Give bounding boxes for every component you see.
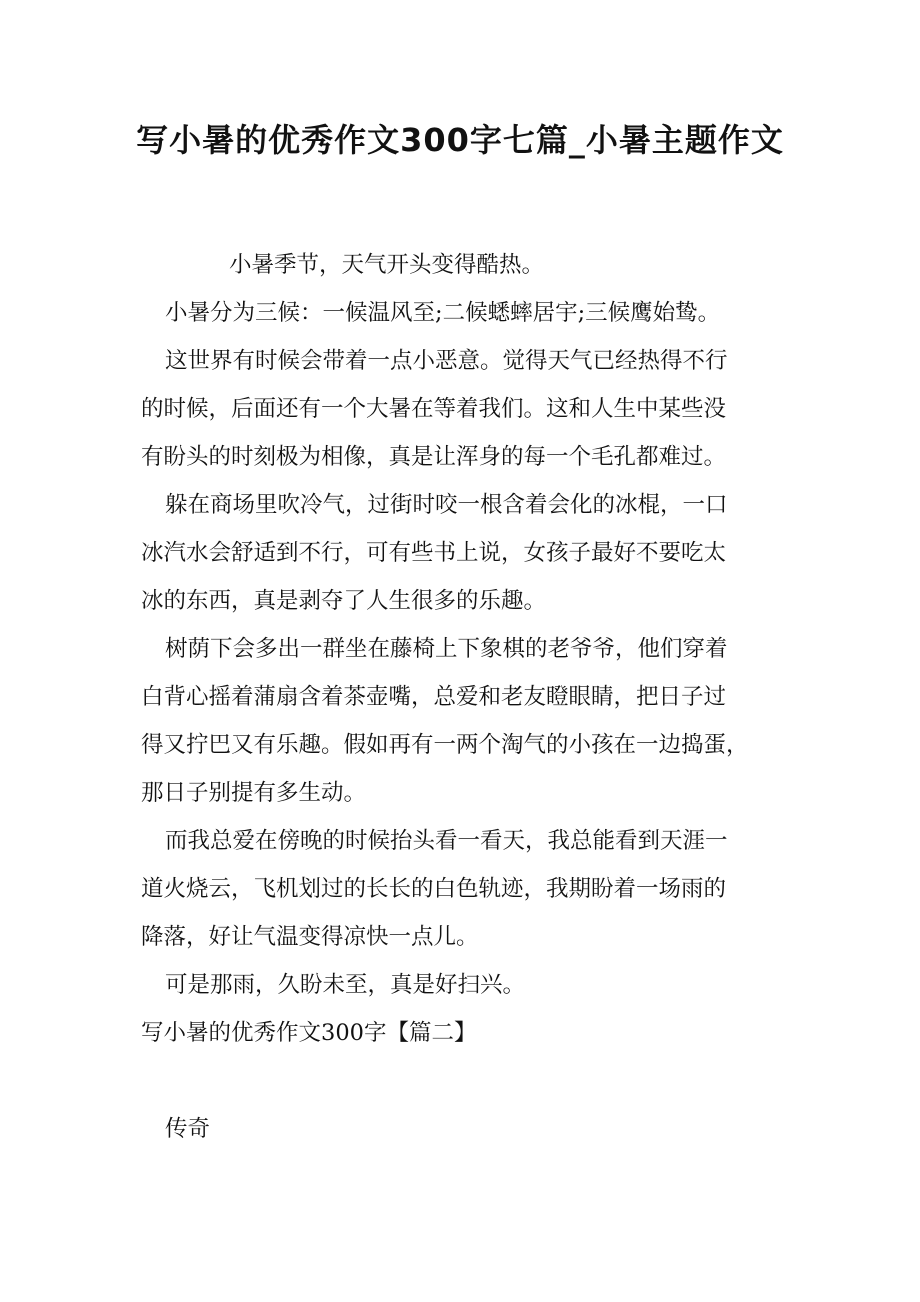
paragraph-line: 小暑季节，天气开头变得酷热。 — [229, 252, 545, 278]
paragraph-line: 冰的东西，真是剥夺了人生很多的乐趣。 — [141, 588, 547, 614]
paragraph-line: 那日子别提有多生动。 — [141, 780, 367, 806]
paragraph-line: 道火烧云，飞机划过的长长的白色轨迹，我期盼着一场雨的 — [141, 876, 727, 902]
paragraph-line: 传奇 — [165, 1116, 211, 1142]
paragraph-line: 树荫下会多出一群坐在藤椅上下象棋的老爷爷，他们穿着 — [165, 636, 728, 662]
paragraph-line: 的时候，后面还有一个大暑在等着我们。这和人生中某些没 — [141, 396, 727, 422]
paragraph-line: 小暑分为三候：一候温风至;二候蟋蟀居宇;三候鹰始鸷。 — [165, 300, 721, 326]
paragraph-line: 得又拧巴又有乐趣。假如再有一两个淘气的小孩在一边捣蛋， — [141, 732, 749, 758]
section-heading: 写小暑的优秀作文300字【篇二】 — [141, 1020, 477, 1046]
paragraph-line: 躲在商场里吹冷气，过街时咬一根含着会化的冰棍，一口 — [165, 492, 728, 518]
paragraph-line: 白背心摇着蒲扇含着茶壶嘴，总爱和老友瞪眼睛，把日子过 — [141, 684, 727, 710]
paragraph-line: 而我总爱在傍晚的时候抬头看一看天，我总能看到天涯一 — [165, 828, 728, 854]
document-title: 写小暑的优秀作文300字七篇_小暑主题作文 — [136, 121, 784, 159]
paragraph-line: 可是那雨，久盼未至，真是好扫兴。 — [165, 972, 526, 998]
paragraph-line: 有盼头的时刻极为相像，真是让浑身的每一个毛孔都难过。 — [141, 444, 727, 470]
paragraph-line: 这世界有时候会带着一点小恶意。觉得天气已经热得不行 — [165, 348, 728, 374]
paragraph-line: 冰汽水会舒适到不行，可有些书上说，女孩子最好不要吃太 — [141, 540, 727, 566]
paragraph-line: 降落，好让气温变得凉快一点儿。 — [141, 924, 479, 950]
